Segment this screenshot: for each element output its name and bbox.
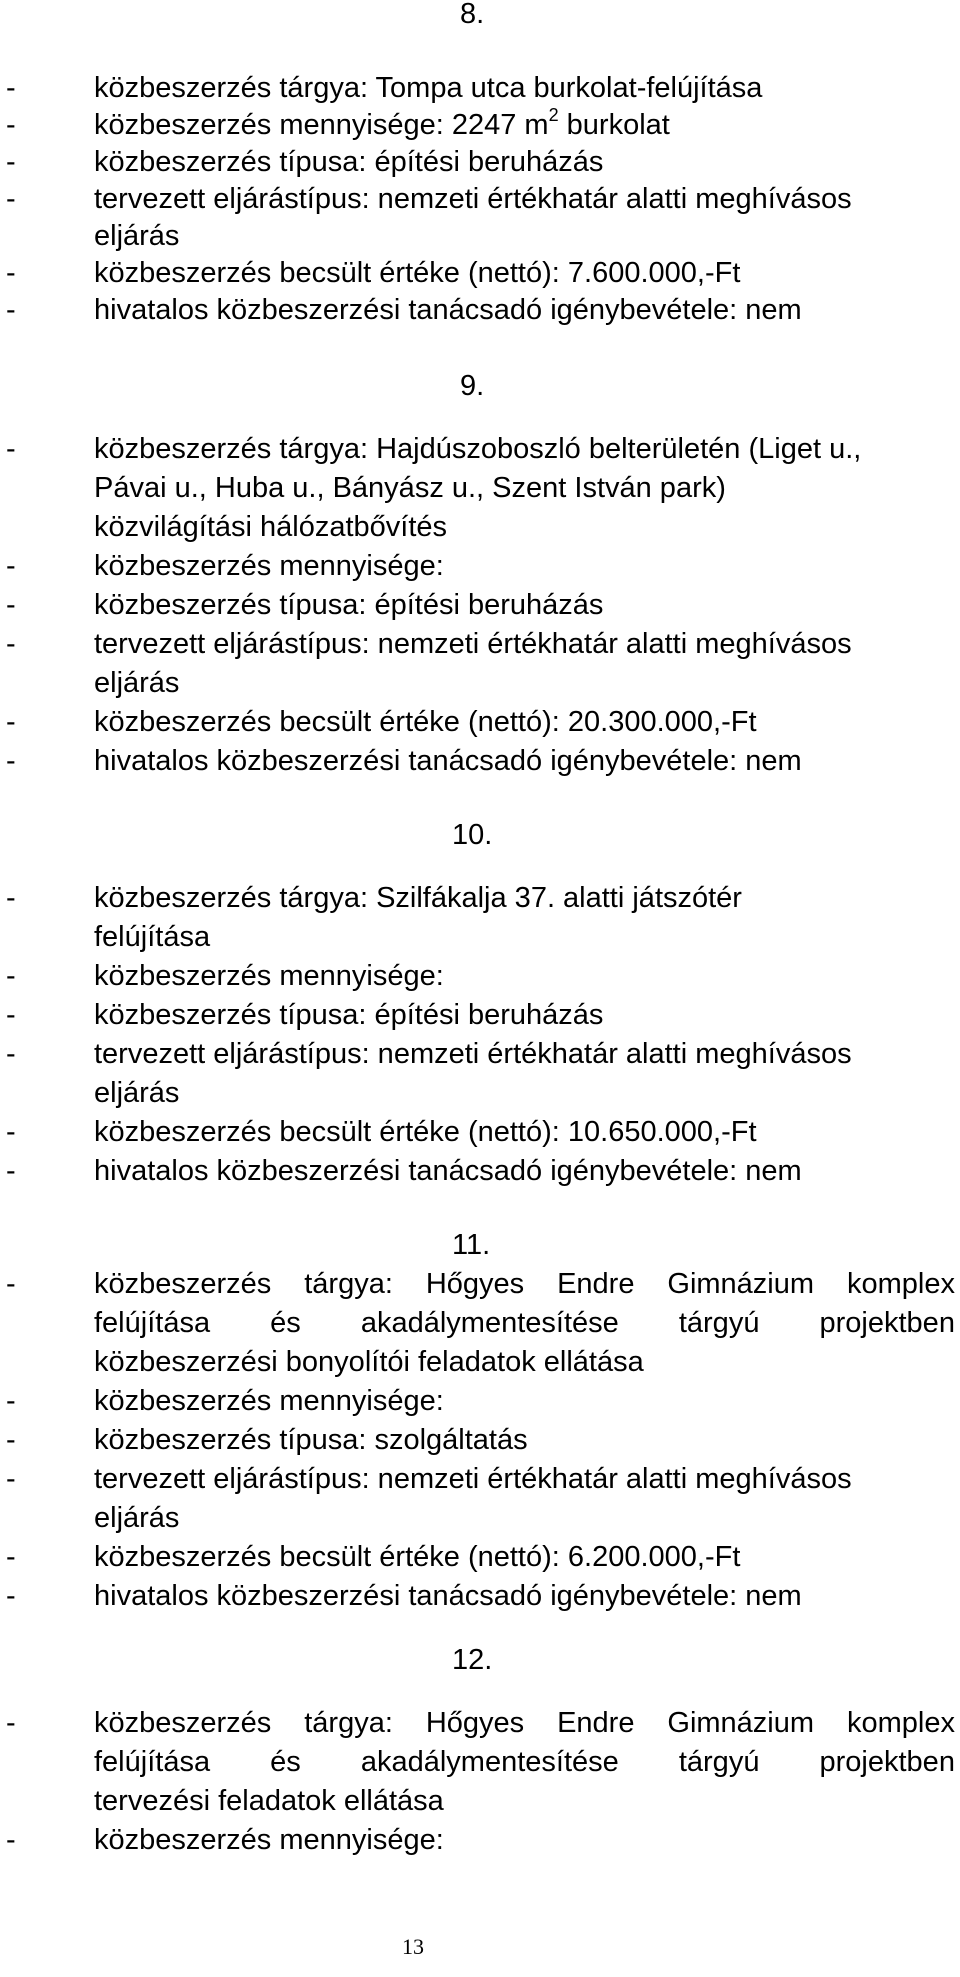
list-dash: - bbox=[6, 1385, 16, 1417]
quantity-line: közbeszerzés mennyisége: bbox=[94, 1385, 444, 1417]
word: tárgya: bbox=[304, 1268, 393, 1300]
list-item bbox=[0, 253, 960, 293]
type-line: közbeszerzés típusa: építési beruházás bbox=[94, 589, 604, 621]
word: közbeszerzés bbox=[94, 1268, 272, 1300]
list-item-continuation bbox=[0, 468, 960, 508]
advisor-line: hivatalos közbeszerzési tanácsadó igénybevétele: nem bbox=[94, 1155, 802, 1187]
subject-line-cont: Pávai u., Huba u., Bányász u., Szent István park) bbox=[94, 472, 726, 504]
word: Endre bbox=[557, 1707, 635, 1739]
subject-line: közbeszerzés tárgya: Szilfákalja 37. alatti játszótér bbox=[94, 882, 742, 914]
list-item bbox=[0, 1381, 960, 1421]
section-number-12: 12. bbox=[452, 1644, 493, 1676]
list-item bbox=[0, 1034, 960, 1074]
word: akadálymentesítése bbox=[360, 1307, 619, 1339]
superscript-2: 2 bbox=[548, 105, 559, 126]
list-item bbox=[0, 546, 960, 586]
advisor-line: hivatalos közbeszerzési tanácsadó igénybevétele: nem bbox=[94, 294, 802, 326]
list-dash: - bbox=[6, 1268, 16, 1300]
word: tárgya: bbox=[304, 1707, 393, 1739]
list-item-continuation bbox=[0, 1342, 960, 1382]
list-dash: - bbox=[6, 550, 16, 582]
procedure-line: tervezett eljárástípus: nemzeti értékhatár alatti meghívásos bbox=[94, 1463, 852, 1495]
list-item bbox=[0, 956, 960, 996]
list-item bbox=[0, 68, 960, 108]
word: projektben bbox=[819, 1307, 955, 1339]
advisor-line: hivatalos közbeszerzési tanácsadó igénybevétele: nem bbox=[94, 745, 802, 777]
list-item bbox=[0, 1537, 960, 1577]
list-dash: - bbox=[6, 1580, 16, 1612]
list-dash: - bbox=[6, 1424, 16, 1456]
procedure-line: tervezett eljárástípus: nemzeti értékhatár alatti meghívásos bbox=[94, 183, 852, 215]
subject-line-justified bbox=[94, 1742, 955, 1782]
word: akadálymentesítése bbox=[360, 1746, 619, 1778]
list-dash: - bbox=[6, 294, 16, 326]
page-number: 13 bbox=[402, 1934, 424, 1959]
list-dash: - bbox=[6, 146, 16, 178]
word: Hőgyes bbox=[425, 1707, 525, 1739]
list-dash: - bbox=[6, 257, 16, 289]
list-item bbox=[0, 702, 960, 742]
section-number-9: 9. bbox=[460, 370, 485, 402]
list-dash: - bbox=[6, 882, 16, 914]
list-item bbox=[0, 1576, 960, 1616]
word: felújítása bbox=[94, 1307, 211, 1339]
list-dash: - bbox=[6, 109, 16, 141]
list-item bbox=[0, 429, 960, 469]
quantity-unit: burkolat bbox=[566, 109, 670, 141]
subject-line-cont: közvilágítási hálózatbővítés bbox=[94, 511, 448, 543]
list-item bbox=[0, 1151, 960, 1191]
procedure-line-cont: eljárás bbox=[94, 1077, 180, 1109]
subject-line-cont: közbeszerzési bonyolítói feladatok ellátása bbox=[94, 1346, 644, 1378]
quantity-line: közbeszerzés mennyisége: bbox=[94, 960, 444, 992]
list-item-continuation bbox=[0, 1073, 960, 1113]
word: Endre bbox=[557, 1268, 635, 1300]
list-dash: - bbox=[6, 706, 16, 738]
list-item-continuation bbox=[0, 507, 960, 547]
list-dash: - bbox=[6, 72, 16, 104]
list-item-continuation bbox=[0, 1781, 960, 1821]
type-line: közbeszerzés típusa: építési beruházás bbox=[94, 999, 604, 1031]
list-item-continuation bbox=[0, 917, 960, 957]
value-line: közbeszerzés becsült értéke (nettó): 20.300.000,-Ft bbox=[94, 706, 757, 738]
list-item bbox=[0, 1112, 960, 1152]
list-item bbox=[0, 878, 960, 918]
procedure-line-cont: eljárás bbox=[94, 1502, 180, 1534]
procedure-line-cont: eljárás bbox=[94, 220, 180, 252]
list-dash: - bbox=[6, 745, 16, 777]
section-number-11: 11. bbox=[452, 1229, 491, 1261]
list-item bbox=[0, 624, 960, 664]
list-dash: - bbox=[6, 1824, 16, 1856]
value-line: közbeszerzés becsült értéke (nettó): 6.200.000,-Ft bbox=[94, 1541, 741, 1573]
value-line: közbeszerzés becsült értéke (nettó): 10.650.000,-Ft bbox=[94, 1116, 757, 1148]
list-item bbox=[0, 1459, 960, 1499]
word: projektben bbox=[819, 1746, 955, 1778]
list-item bbox=[0, 142, 960, 182]
section-number-10: 10. bbox=[452, 819, 493, 851]
value-line: közbeszerzés becsült értéke (nettó): 7.600.000,-Ft bbox=[94, 257, 741, 289]
word: komplex bbox=[846, 1268, 955, 1300]
list-item-continuation bbox=[0, 1498, 960, 1538]
subject-line: közbeszerzés tárgya: Hajdúszoboszló belterületén (Liget u., bbox=[94, 433, 862, 465]
list-dash: - bbox=[6, 628, 16, 660]
list-item-continuation bbox=[0, 216, 960, 256]
subject-line-cont: felújítása bbox=[94, 921, 211, 953]
word: és bbox=[270, 1746, 301, 1778]
list-item bbox=[0, 585, 960, 625]
list-item bbox=[0, 290, 960, 330]
list-dash: - bbox=[6, 1707, 16, 1739]
list-item-continuation bbox=[0, 663, 960, 703]
list-item bbox=[0, 1420, 960, 1460]
word: felújítása bbox=[94, 1746, 211, 1778]
list-dash: - bbox=[6, 1038, 16, 1070]
subject-line-cont: tervezési feladatok ellátása bbox=[94, 1785, 444, 1817]
list-dash: - bbox=[6, 433, 16, 465]
subject-line-justified bbox=[94, 1703, 955, 1743]
type-line: közbeszerzés típusa: építési beruházás bbox=[94, 146, 604, 178]
procedure-line: tervezett eljárástípus: nemzeti értékhatár alatti meghívásos bbox=[94, 1038, 852, 1070]
quantity-text: közbeszerzés mennyisége: 2247 m bbox=[94, 109, 549, 141]
list-item-continuation bbox=[0, 1303, 960, 1343]
list-item bbox=[0, 741, 960, 781]
list-item bbox=[0, 1820, 960, 1860]
list-item bbox=[0, 1264, 960, 1304]
word: közbeszerzés bbox=[94, 1707, 272, 1739]
list-item-continuation bbox=[0, 1742, 960, 1782]
procedure-line-cont: eljárás bbox=[94, 667, 180, 699]
list-dash: - bbox=[6, 960, 16, 992]
list-dash: - bbox=[6, 1463, 16, 1495]
word: Gimnázium bbox=[667, 1268, 815, 1300]
list-dash: - bbox=[6, 1541, 16, 1573]
word: Hőgyes bbox=[425, 1268, 525, 1300]
word: Gimnázium bbox=[667, 1707, 815, 1739]
word: tárgyú bbox=[678, 1746, 760, 1778]
list-dash: - bbox=[6, 999, 16, 1031]
quantity-line bbox=[94, 105, 670, 145]
list-dash: - bbox=[6, 1116, 16, 1148]
subject-line-justified bbox=[94, 1264, 955, 1304]
quantity-line: közbeszerzés mennyisége: bbox=[94, 1824, 444, 1856]
word: tárgyú bbox=[678, 1307, 760, 1339]
list-item bbox=[0, 1703, 960, 1743]
quantity-line: közbeszerzés mennyisége: bbox=[94, 550, 444, 582]
subject-line-justified bbox=[94, 1303, 955, 1343]
procedure-line: tervezett eljárástípus: nemzeti értékhatár alatti meghívásos bbox=[94, 628, 852, 660]
list-item bbox=[0, 179, 960, 219]
list-dash: - bbox=[6, 183, 16, 215]
type-line: közbeszerzés típusa: szolgáltatás bbox=[94, 1424, 528, 1456]
subject-line: közbeszerzés tárgya: Tompa utca burkolat-felújítása bbox=[94, 72, 763, 104]
list-item bbox=[0, 995, 960, 1035]
word: és bbox=[270, 1307, 301, 1339]
word: komplex bbox=[846, 1707, 955, 1739]
list-item bbox=[0, 105, 960, 145]
list-dash: - bbox=[6, 589, 16, 621]
list-dash: - bbox=[6, 1155, 16, 1187]
advisor-line: hivatalos közbeszerzési tanácsadó igénybevétele: nem bbox=[94, 1580, 802, 1612]
section-number-8: 8. bbox=[460, 0, 485, 30]
